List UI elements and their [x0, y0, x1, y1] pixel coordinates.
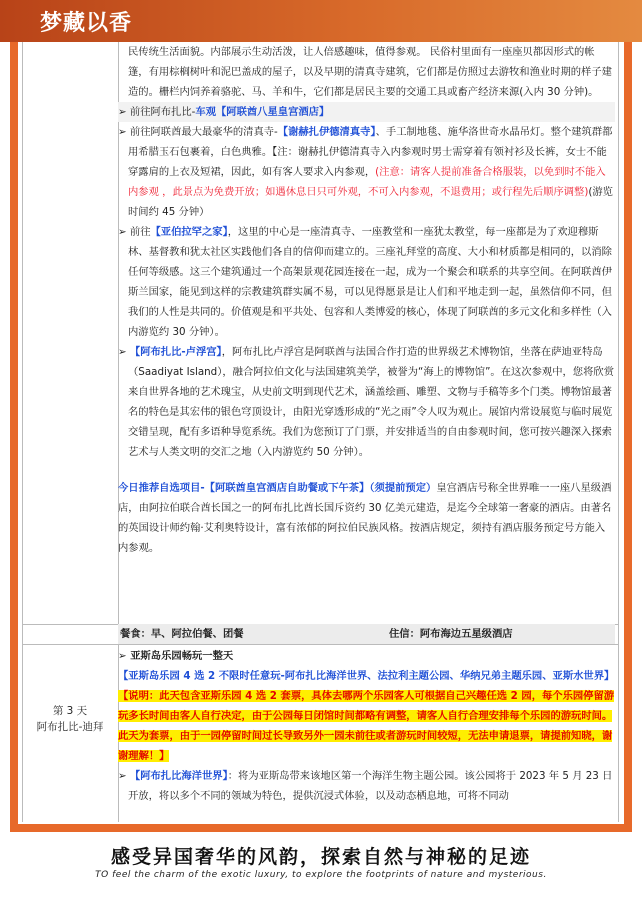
brand-logo: 梦藏以香: [40, 11, 133, 36]
day3-route: 阿布扎比-迪拜: [36, 721, 104, 733]
itinerary-item: ➢ 前往【亚伯拉罕之家】，这里的中心是一座清真寺、一座教堂和一座犹太教堂，每一座都是为了欢迎穆斯林、基督教和犹太社区实践他们各自的信仰而建立的。三座礼拜堂的高度、大小和材质都是相同的，以消除任何等级感。这三个建筑通过一个高架景观花园连接在一起，成为一个聚会和联系的共享空间。在阿联酋伊斯兰国家，能见到这样的宗教建筑群实属不易，可以见得愿景是让人们和平地走到一起，虽然信仰不同，但我们的人性是共同的。价值观是和平共处、包容和人类博爱的核心，体现了阿联酋的多元文化和多样性（入内游览约 30 分钟）。: [118, 226, 612, 338]
itinerary-item: ➢ 前往阿布扎比-车观【阿联酋八星皇宫酒店】: [118, 102, 615, 122]
item-prefix: 前往阿布扎比-: [129, 106, 196, 118]
item-text: ：将为亚斯岛带来该地区第一个海洋生物主题公园。该公园将于 2023 年 5 月 23 日开放，将以多个不同的领域为特色，提供沉浸式体验，以及动态栖息地，可将不同动: [128, 770, 613, 802]
spacer: [118, 462, 615, 478]
itinerary-item: ➢ 前往阿联酋最大最豪华的清真寺-【谢赫扎伊德清真寺】、手工制地毯、施华洛世奇水晶吊灯。整个建筑群都用希腊玉石包裹着，白色典雅。【注：谢赫扎伊德清真寺入内参观时男士需穿着有领衬衫及长裤，女士不能穿露肩的上衣及短裙，因此，如有客人要求入内参观，(注意：请客人提前准备合格服装，以免到时不能入内参观 ，此景点为免费开放；如遇休息日只可外观，不可入内参观，不退费用；或行程先后顺序调整)(游览时间约 45 分钟）: [118, 126, 613, 218]
meal-info: 餐食：早、阿拉伯餐、团餐: [118, 624, 390, 644]
notice-text: 【说明：此天包含亚斯乐园 4 选 2 套票，具体去哪两个乐园客人可根据自己兴趣任选 2 园，每个乐园停留游玩多长时间由客人自行决定，由于公园每日闭馆时间都略有调整，请客人自行合理安排每个乐园的游玩时间。此天为套票，由于一园停留时间过长导致另外一园未前往或者游玩时间较短，无法申请退票，请提前知晓，谢谢理解！】: [118, 690, 615, 762]
slogan: 感受异国奢华的风韵，探索自然与神秘的足迹: [110, 846, 531, 868]
day3-notice: [118, 686, 615, 766]
item-highlight: 【阿布扎比海洋世界】: [129, 770, 228, 782]
recommend-title: 今日推荐自选项目-【阿联酋皇宫酒店自助餐或下午茶】（须提前预定）: [118, 482, 437, 494]
day3-label: [22, 703, 118, 735]
recommend-text: 皇宫酒店号称全世界唯一一座八星级酒店，由阿拉伯联合酋长国之一的阿布扎比酋长国斥资约 30 亿美元建造，是迄今全球第一奢豪的酒店。由著名的英国设计师约翰·艾利奥特设计，富有浓郁的阿拉伯民族风格。按酒店规定，须持有酒店服务预定号方能入内参观。: [118, 482, 612, 554]
day3-parks: 【亚斯岛乐园 4 选 2 不限时任意玩-阿布扎比海洋世界、法拉利主题公园、华纳兄弟主题乐园、亚斯水世界】: [118, 670, 615, 682]
item-prefix: 前往阿联酋最大最豪华的清真寺-: [129, 126, 278, 138]
item-prefix: 前往: [129, 226, 151, 238]
day2-intro: 民传统生活面貌。内部展示生动活泼，让人倍感趣味，值得参观。 民俗村里面有一座座贝都因形式的帐篷，有用棕榈树叶和泥巴盖成的屋子，以及早期的清真寺建筑，它们都是仿照过去游牧和渔业时期的样子建造的。栅栏内饲养着骆驼、马、羊和牛，它们都是居民主要的交通工具或畜产经济来源(入内 30 分钟)。: [128, 46, 612, 98]
item-highlight: 【阿布扎比-卢浮宫】: [129, 346, 222, 358]
item-highlight: 【亚伯拉罕之家】: [150, 226, 228, 238]
item-highlight: 车观【阿联酋八星皇宫酒店】: [195, 106, 330, 118]
slogan-english: TO feel the charm of the exotic luxury, to explore the footprints of nature and mysterious.: [95, 870, 547, 880]
itinerary-item: ➢ 【阿布扎比海洋世界】：将为亚斯岛带来该地区第一个海洋生物主题公园。该公园将于 2023 年 5 月 23 日开放，将以多个不同的领域为特色，提供沉浸式体验，以及动态栖息地，可将不同动: [118, 770, 613, 802]
itinerary-item: ➢ 【阿布扎比-卢浮宫】，阿布扎比卢浮宫是阿联酋与法国合作打造的世界级艺术博物馆，坐落在萨迪亚特岛（Saadiyat Island），融合阿拉伯文化与法国建筑美学，被誉为“海上的博物馆”。在这次参观中，您将欣赏来自世界各地的艺术瑰宝，从史前文明到现代艺术，涵盖绘画、雕塑、文物与手稿等多个门类。博物馆最著名的特色是其宏伟的银色穹顶设计，由阳光穿透形成的“光之雨”令人叹为观止。展馆内常设展览与临时展览交错呈现，配有多语种导览系统。我们为您预订了门票，并安排适当的自由参观时间，您可按兴趣深入探索艺术与人类文明的交汇之地（入内游览约 50 分钟）。: [118, 346, 614, 458]
header-bar: [0, 0, 642, 42]
footer-bar: [0, 890, 642, 913]
recommend-block: [118, 478, 615, 558]
day3-day: 第 3 天: [52, 705, 88, 717]
stay-info: 住信：阿布海边五星级酒店: [389, 624, 615, 644]
item-highlight: 【谢赫扎伊德清真寺】: [277, 126, 376, 138]
item-text: ，这里的中心是一座清真寺、一座教堂和一座犹太教堂，每一座都是为了欢迎穆斯林、基督教和犹太社区实践他们各自的信仰而建立的。三座礼拜堂的高度、大小和材质都是相同的，以消除任何等级感。这三个建筑通过一个高架景观花园连接在一起，成为一个聚会和联系的共享空间。在阿联酋伊斯兰国家，能见到这样的宗教建筑群实属不易，可以见得愿景是让人们和平地走到一起，虽然信仰不同，但我们的人性是共同的。价值观是和平共处、包容和人类博爱的核心，体现了阿联酋的多元文化和多样性（入内游览约 30 分钟）。: [128, 226, 612, 338]
table-border-right: [618, 42, 619, 822]
day3-title: ➢ 亚斯岛乐园畅玩一整天: [118, 650, 234, 662]
day2-content: [118, 42, 615, 558]
item-text: ，阿布扎比卢浮宫是阿联酋与法国合作打造的世界级艺术博物馆，坐落在萨迪亚特岛（Saadiyat Island），融合阿拉伯文化与法国建筑美学，被誉为“海上的博物馆”。在这次参观中，您将欣赏来自世界各地的艺术瑰宝，从史前文明到现代艺术，涵盖绘画、雕塑、文物与手稿等多个门类。博物馆最著名的特色是其宏伟的银色穹顶设计，由阳光穿透形成的“光之雨”令人叹为观止。展馆内常设展览与临时展览交错呈现，配有多语种导览系统。我们为您预订了门票，并安排适当的自由参观时间，您可按兴趣深入探索艺术与人类文明的交汇之地（入内游览约 50 分钟）。: [128, 346, 614, 458]
item-duration: (游览时间约 45 分钟）: [128, 186, 613, 218]
row-divider: [22, 644, 619, 645]
day3-title-text: 亚斯岛乐园畅玩一整天: [130, 650, 234, 662]
day3-content: [118, 646, 615, 806]
item-warning: (注意：请客人提前准备合格服装，以免到时不能入内参观 ，此景点为免费开放；如遇休息日只可外观，不可入内参观，不退费用；或行程先后顺序调整): [128, 166, 606, 198]
item-text: 、手工制地毯、施华洛世奇水晶吊灯。整个建筑群都用希腊玉石包裹着，白色典雅。【注：谢赫扎伊德清真寺入内参观时男士需穿着有领衬衫及长裤，女士不能穿露肩的上衣及短裙，因此，如有客人要求入内参观，: [128, 126, 613, 178]
